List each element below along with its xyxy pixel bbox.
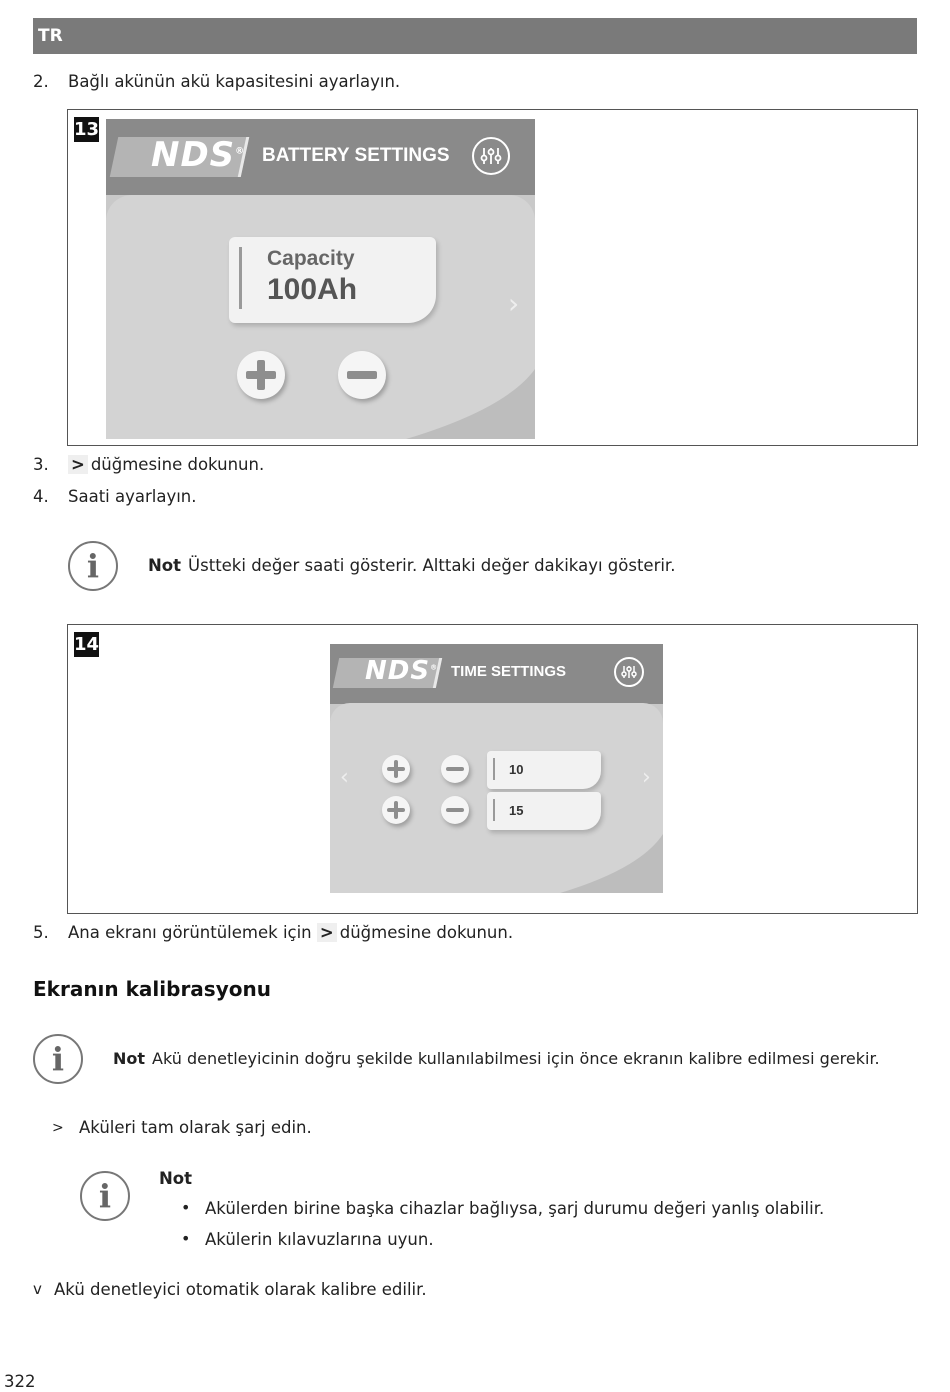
bullet-icon: •: [181, 1229, 191, 1248]
result-text: Akü denetleyici otomatik olarak kalibre edilir.: [54, 1280, 427, 1299]
sliders-icon[interactable]: [472, 137, 510, 175]
step-text: > düğmesine dokunun.: [68, 455, 264, 474]
nds-logo: NDS®: [365, 656, 439, 686]
note-label: Not: [159, 1169, 193, 1188]
result-marker: v: [33, 1280, 42, 1298]
minute-plus-button[interactable]: [382, 796, 410, 824]
chevron-left-icon[interactable]: ‹: [340, 765, 349, 790]
capacity-value: 100Ah: [267, 273, 358, 306]
list-item: Akülerin kılavuzlarına uyun.: [205, 1230, 434, 1249]
action-marker: >: [52, 1120, 64, 1136]
hour-value: 10: [509, 762, 524, 777]
section-heading: Ekranın kalibrasyonu: [33, 977, 271, 1001]
time-settings-screen: [330, 644, 663, 893]
screen-title: TIME SETTINGS: [451, 663, 567, 680]
chevron-right-icon[interactable]: ›: [508, 287, 520, 320]
screen-title: BATTERY SETTINGS: [262, 145, 450, 166]
step-number: 3.: [33, 455, 49, 474]
battery-settings-screen: [106, 119, 535, 439]
minute-value: 15: [509, 803, 524, 818]
page-number: 322: [4, 1372, 36, 1391]
figure-label: 13: [74, 119, 100, 140]
step-number: 2.: [33, 72, 49, 91]
minute-field: [487, 792, 601, 830]
step-text: Saati ayarlayın.: [68, 487, 197, 506]
chevron-right-icon[interactable]: ›: [642, 765, 651, 790]
language-header-bar: [33, 18, 917, 54]
language-code: TR: [38, 26, 63, 46]
capacity-field: [229, 237, 436, 323]
nds-logo: NDS®: [151, 135, 246, 175]
sliders-icon[interactable]: [614, 657, 644, 687]
action-text: Aküleri tam olarak şarj edin.: [79, 1118, 312, 1137]
info-icon: i: [33, 1034, 83, 1084]
info-icon: i: [68, 541, 118, 591]
step-number: 4.: [33, 487, 49, 506]
note-text: Not Üstteki değer saati gösterir. Alttaki değer dakikayı gösterir.: [148, 556, 676, 575]
info-icon: i: [80, 1171, 130, 1221]
list-item: Akülerden birine başka cihazlar bağlıysa, şarj durumu değeri yanlış olabilir.: [205, 1199, 825, 1218]
step-text: Bağlı akünün akü kapasitesini ayarlayın.: [68, 72, 401, 91]
minute-minus-button[interactable]: [441, 796, 469, 824]
capacity-label: Capacity: [267, 247, 355, 270]
step-text: Ana ekranı görüntülemek için > düğmesine dokunun.: [68, 923, 514, 942]
figure-13-frame: [67, 109, 918, 446]
hour-field: [487, 751, 601, 789]
next-button-glyph: >: [317, 923, 337, 942]
step-number: 5.: [33, 923, 49, 942]
note-text: Not Akü denetleyicinin doğru şekilde kullanılabilmesi için önce ekranın kalibre edilmesi gerekir.: [113, 1049, 880, 1068]
next-button-glyph: >: [68, 455, 88, 474]
hour-minus-button[interactable]: [441, 755, 469, 783]
figure-14-frame: [67, 624, 918, 914]
bullet-icon: •: [181, 1198, 191, 1217]
hour-plus-button[interactable]: [382, 755, 410, 783]
figure-label: 14: [74, 634, 100, 655]
